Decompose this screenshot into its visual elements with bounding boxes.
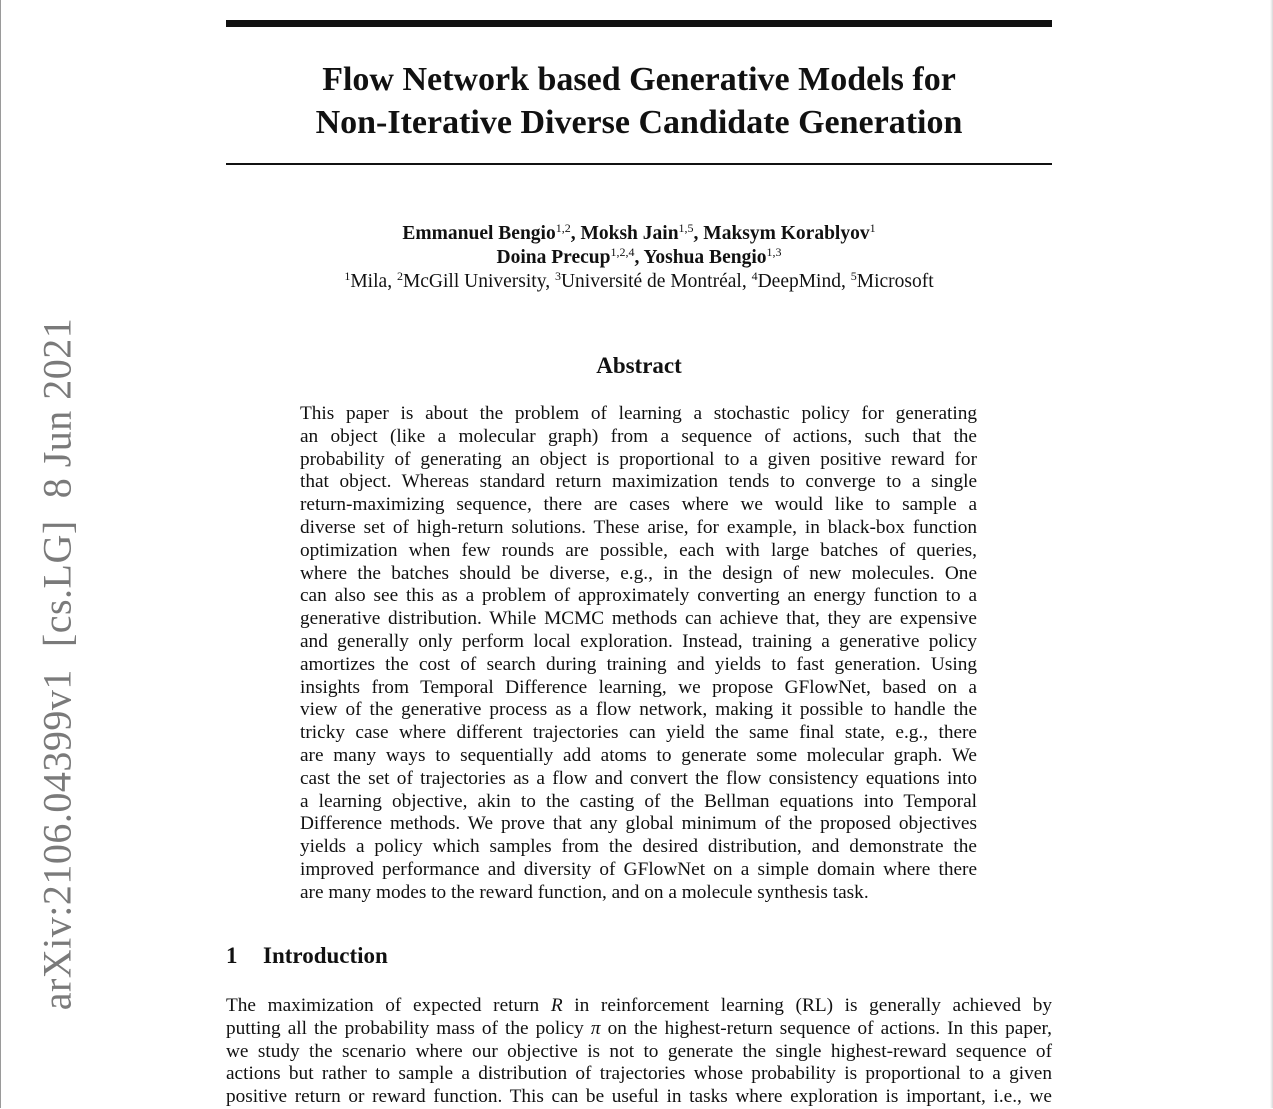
author-affiliation-marker: 1,2 — [555, 221, 571, 235]
math-symbol: π — [590, 1017, 601, 1039]
abstract-line: Difference methods. We prove that any global minimum of the proposed objectives — [300, 813, 977, 835]
abstract-line: probability of generating an object is proportional to a given positive reward for — [300, 448, 977, 470]
arxiv-category: [cs.LG] — [34, 520, 80, 648]
author-line-1 — [226, 222, 1052, 246]
author-affiliation-marker: 1,5 — [678, 221, 694, 235]
affiliation-number: 5 — [850, 269, 857, 283]
math-symbol: R — [550, 995, 563, 1016]
abstract-line: tricky case where different trajectories can yield the same final state, e.g., there — [300, 722, 977, 744]
author-separator: , — [570, 223, 581, 244]
abstract-line: can also see this as a problem of approximately converting an energy function to a — [300, 585, 977, 607]
affiliation-number: 2 — [396, 269, 403, 283]
affiliation-number: 1 — [344, 269, 351, 283]
affiliation-line: $^1$Mila, $^2$McGill University, $^3$Université de Montréal, $^4$DeepMind, $^5$Microsoft — [344, 269, 934, 292]
abstract-line: an object (like a molecular graph) from a sequence of actions, such that the — [300, 425, 977, 447]
affiliation-name: Mila — [350, 271, 388, 292]
text-run: The maximization of expected return — [226, 995, 551, 1016]
abstract-body — [300, 403, 977, 905]
abstract-line: that object. Whereas standard return maximization tends to converge to a single — [300, 471, 977, 493]
abstract-line: are many ways to sequentially add atoms to generate some molecular graph. We — [300, 744, 977, 766]
abstract-line: are many modes to the reward function, and on a molecule synthesis task. — [300, 881, 869, 903]
affiliation-name: Université de Montréal — [560, 271, 742, 292]
abstract-line: cast the set of trajectories as a flow and convert the flow consistency equations into — [300, 767, 977, 789]
text-run: positive return or reward function. This can be useful in tasks where exploration is important, i.e., we — [226, 1086, 1052, 1108]
introduction-body — [226, 995, 1052, 1109]
abstract-line: diverse set of high-return solutions. These arise, for example, in black-box function — [300, 516, 977, 538]
abstract-line: view of the generative process as a flow network, making it possible to handle the — [300, 699, 977, 721]
author-affiliation-marker: 1 — [869, 221, 876, 235]
author-name: Doina Precup — [496, 247, 611, 268]
arxiv-date: 8 Jun 2021 — [34, 317, 80, 499]
introduction-line — [226, 995, 1052, 1018]
abstract-line: generative distribution. While MCMC methods can achieve that, they are expensive — [300, 608, 977, 630]
page-left-border — [0, 0, 1, 1108]
text-run: we study the scenario where our objective is not to generate the single highest-reward sequence of — [226, 1040, 1052, 1062]
abstract-line: yields a policy which samples from the desired distribution, and demonstrate the — [300, 836, 977, 858]
affiliation-name: DeepMind — [757, 271, 841, 292]
title-rule-bottom — [226, 163, 1052, 165]
arxiv-stamp — [34, 318, 81, 1011]
text-run: in reinforcement learning (RL) is generally achieved by — [562, 995, 1052, 1016]
author-separator: , — [634, 247, 644, 268]
abstract-line: This paper is about the problem of learning a stochastic policy for generating — [300, 403, 977, 424]
introduction-line — [226, 1063, 1052, 1086]
section-number: 1 — [226, 943, 238, 968]
abstract-heading: Abstract — [596, 353, 682, 378]
author-name: Emmanuel Bengio — [402, 223, 556, 244]
author-affiliation-marker: 1,3 — [766, 245, 782, 259]
arxiv-id: arXiv:2106.04399v1 — [34, 669, 80, 1011]
paper-title-line-2: Non-Iterative Diverse Candidate Generation — [315, 104, 963, 141]
introduction-line — [226, 1018, 1052, 1041]
author-name: Moksh Jain — [580, 223, 679, 244]
text-run: putting all the probability mass of the policy — [226, 1017, 591, 1039]
abstract-line: optimization when few rounds are possible, each with large batches of queries, — [300, 539, 977, 561]
introduction-line — [226, 1086, 1052, 1109]
author-affiliation-marker: 1,2,4 — [610, 245, 635, 259]
abstract-line: where the batches should be diverse, e.g., in the design of new molecules. One — [300, 562, 977, 584]
author-line-2 — [226, 246, 1052, 270]
author-name: Yoshua Bengio — [643, 247, 767, 268]
text-run: actions but rather to sample a distribution of trajectories whose probability is proportional to a given — [226, 1063, 1052, 1085]
affiliation-name: Microsoft — [856, 271, 934, 292]
paper-title-line-1: Flow Network based Generative Models for — [322, 61, 956, 98]
abstract-line: improved performance and diversity of GFlowNet on a simple domain where there — [300, 858, 977, 880]
paper-title — [226, 58, 1052, 144]
abstract-line: a learning objective, akin to the casting of the Bellman equations into Temporal — [300, 790, 977, 812]
author-separator: , — [693, 223, 704, 244]
affiliation-name: McGill University — [402, 271, 546, 292]
abstract-line: and generally only perform local exploration. Instead, training a generative policy — [300, 630, 977, 652]
section-heading-introduction — [226, 943, 388, 969]
title-rule-top — [226, 20, 1052, 27]
introduction-line — [226, 1041, 1052, 1064]
abstract-line: insights from Temporal Difference learning, we propose GFlowNet, based on a — [300, 676, 977, 698]
affiliation-number: 3 — [554, 269, 561, 283]
text-run: on the highest-return sequence of actions. In this paper, — [600, 1017, 1052, 1039]
author-name: Maksym Korablyov — [703, 223, 870, 244]
abstract-line: return-maximizing sequence, there are cases where we would like to sample a — [300, 494, 977, 516]
affiliation-number: 4 — [751, 269, 758, 283]
author-block — [226, 222, 1052, 294]
section-title: Introduction — [263, 943, 388, 968]
abstract-line: amortizes the cost of search during training and yields to fast generation. Using — [300, 653, 977, 675]
